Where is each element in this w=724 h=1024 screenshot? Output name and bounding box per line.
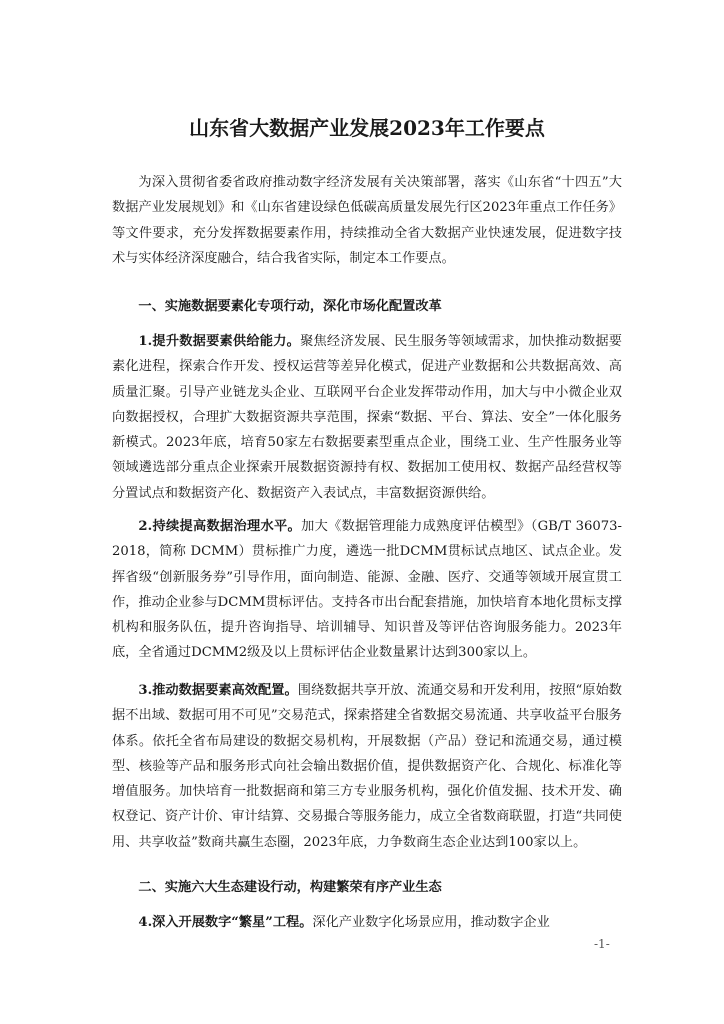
intro-paragraph: 为深入贯彻省委省政府推动数字经济发展有关决策部署，落实《山东省“十四五”大数据产业发展规划》和《山东省建设绿色低碳高质量发展先行区2023年重点工作任务》等文件要求，充分发挥数据要素作用，持续推动全省大数据产业快速发展，促进数字技术与实体经济深度融合，结合我省实际，制定本工作要点。 bbox=[112, 175, 622, 266]
paragraph-item-2 bbox=[112, 514, 622, 666]
paragraph-item-4 bbox=[112, 910, 622, 935]
section-2-heading: 二、实施六大生态建设行动，构建繁荣有序产业生态 bbox=[138, 880, 442, 895]
item-2-lead: 2.持续提高数据治理水平。 bbox=[138, 519, 302, 534]
paragraph-item-1 bbox=[112, 329, 622, 506]
document-title: 山东省大数据产业发展2023年工作要点 bbox=[189, 116, 545, 140]
item-1-lead: 1.提升数据要素供给能力。 bbox=[138, 334, 301, 349]
paragraph-item-3 bbox=[112, 678, 622, 855]
item-3-text: 围绕数据共享开放、流通交易和开发利用，按照“原始数据不出域、数据可用不可见”交易范式，探索搭建全省数据交易流通、共享收益平台服务体系。依托全省布局建设的数据交易机构，开展数据（产品）登记和流通交易，通过模型、核验等产品和服务形式向社会输出数据价值，提供数据资产化、合规化、标准化等增值服务。加快培育一批数据商和第三方专业服务机构，强化价值发掘、技术开发、确权登记、资产计价、审计结算、交易撮合等服务能力，成立全省数商联盟，打造“共同使用、共享收益”数商共赢生态圈，2023年底，力争数商生态企业达到100家以上。 bbox=[112, 683, 622, 850]
item-4-text: 深化产业数字化场景应用，推动数字企业 bbox=[312, 915, 550, 930]
page-number: -1- bbox=[594, 937, 610, 951]
section-1-heading: 一、实施数据要素化专项行动，深化市场化配置改革 bbox=[138, 299, 442, 314]
item-4-lead: 4.深入开展数字“繁星”工程。 bbox=[138, 915, 313, 930]
item-1-text: 聚焦经济发展、民生服务等领域需求，加快推动数据要素化进程，探索合作开发、授权运营等差异化模式，促进产业数据和公共数据高效、高质量汇聚。引导产业链龙头企业、互联网平台企业发挥带动作用，加大与中小微企业双向数据授权，合理扩大数据资源共享范围，探索“数据、平台、算法、安全”一体化服务新模式。2023年底，培育50家左右数据要素型重点企业，围绕工业、生产性服务业等领域遴选部分重点企业探索开展数据资源持有权、数据加工使用权、数据产品经营权等分置试点和数据资产化、数据资产入表试点，丰富数据资源供给。 bbox=[112, 334, 622, 501]
item-3-lead: 3.推动数据要素高效配置。 bbox=[138, 683, 298, 698]
item-2-text: 加大《数据管理能力成熟度评估模型》（GB/T 36073-2018，简称 DCMM）贯标推广力度，遴选一批DCMM贯标试点地区、试点企业。发挥省级“创新服务券”引导作用，面向制造、能源、金融、医疗、交通等领域开展宣贯工作，推动企业参与DCMM贯标评估。支持各市出台配套措施，加快培育本地化贯标支撑机构和服务队伍，提升咨询指导、培训辅导、知识普及等评估咨询服务能力。2023年底，全省通过DCMM2级及以上贯标评估企业数量累计达到300家以上。 bbox=[112, 519, 622, 661]
